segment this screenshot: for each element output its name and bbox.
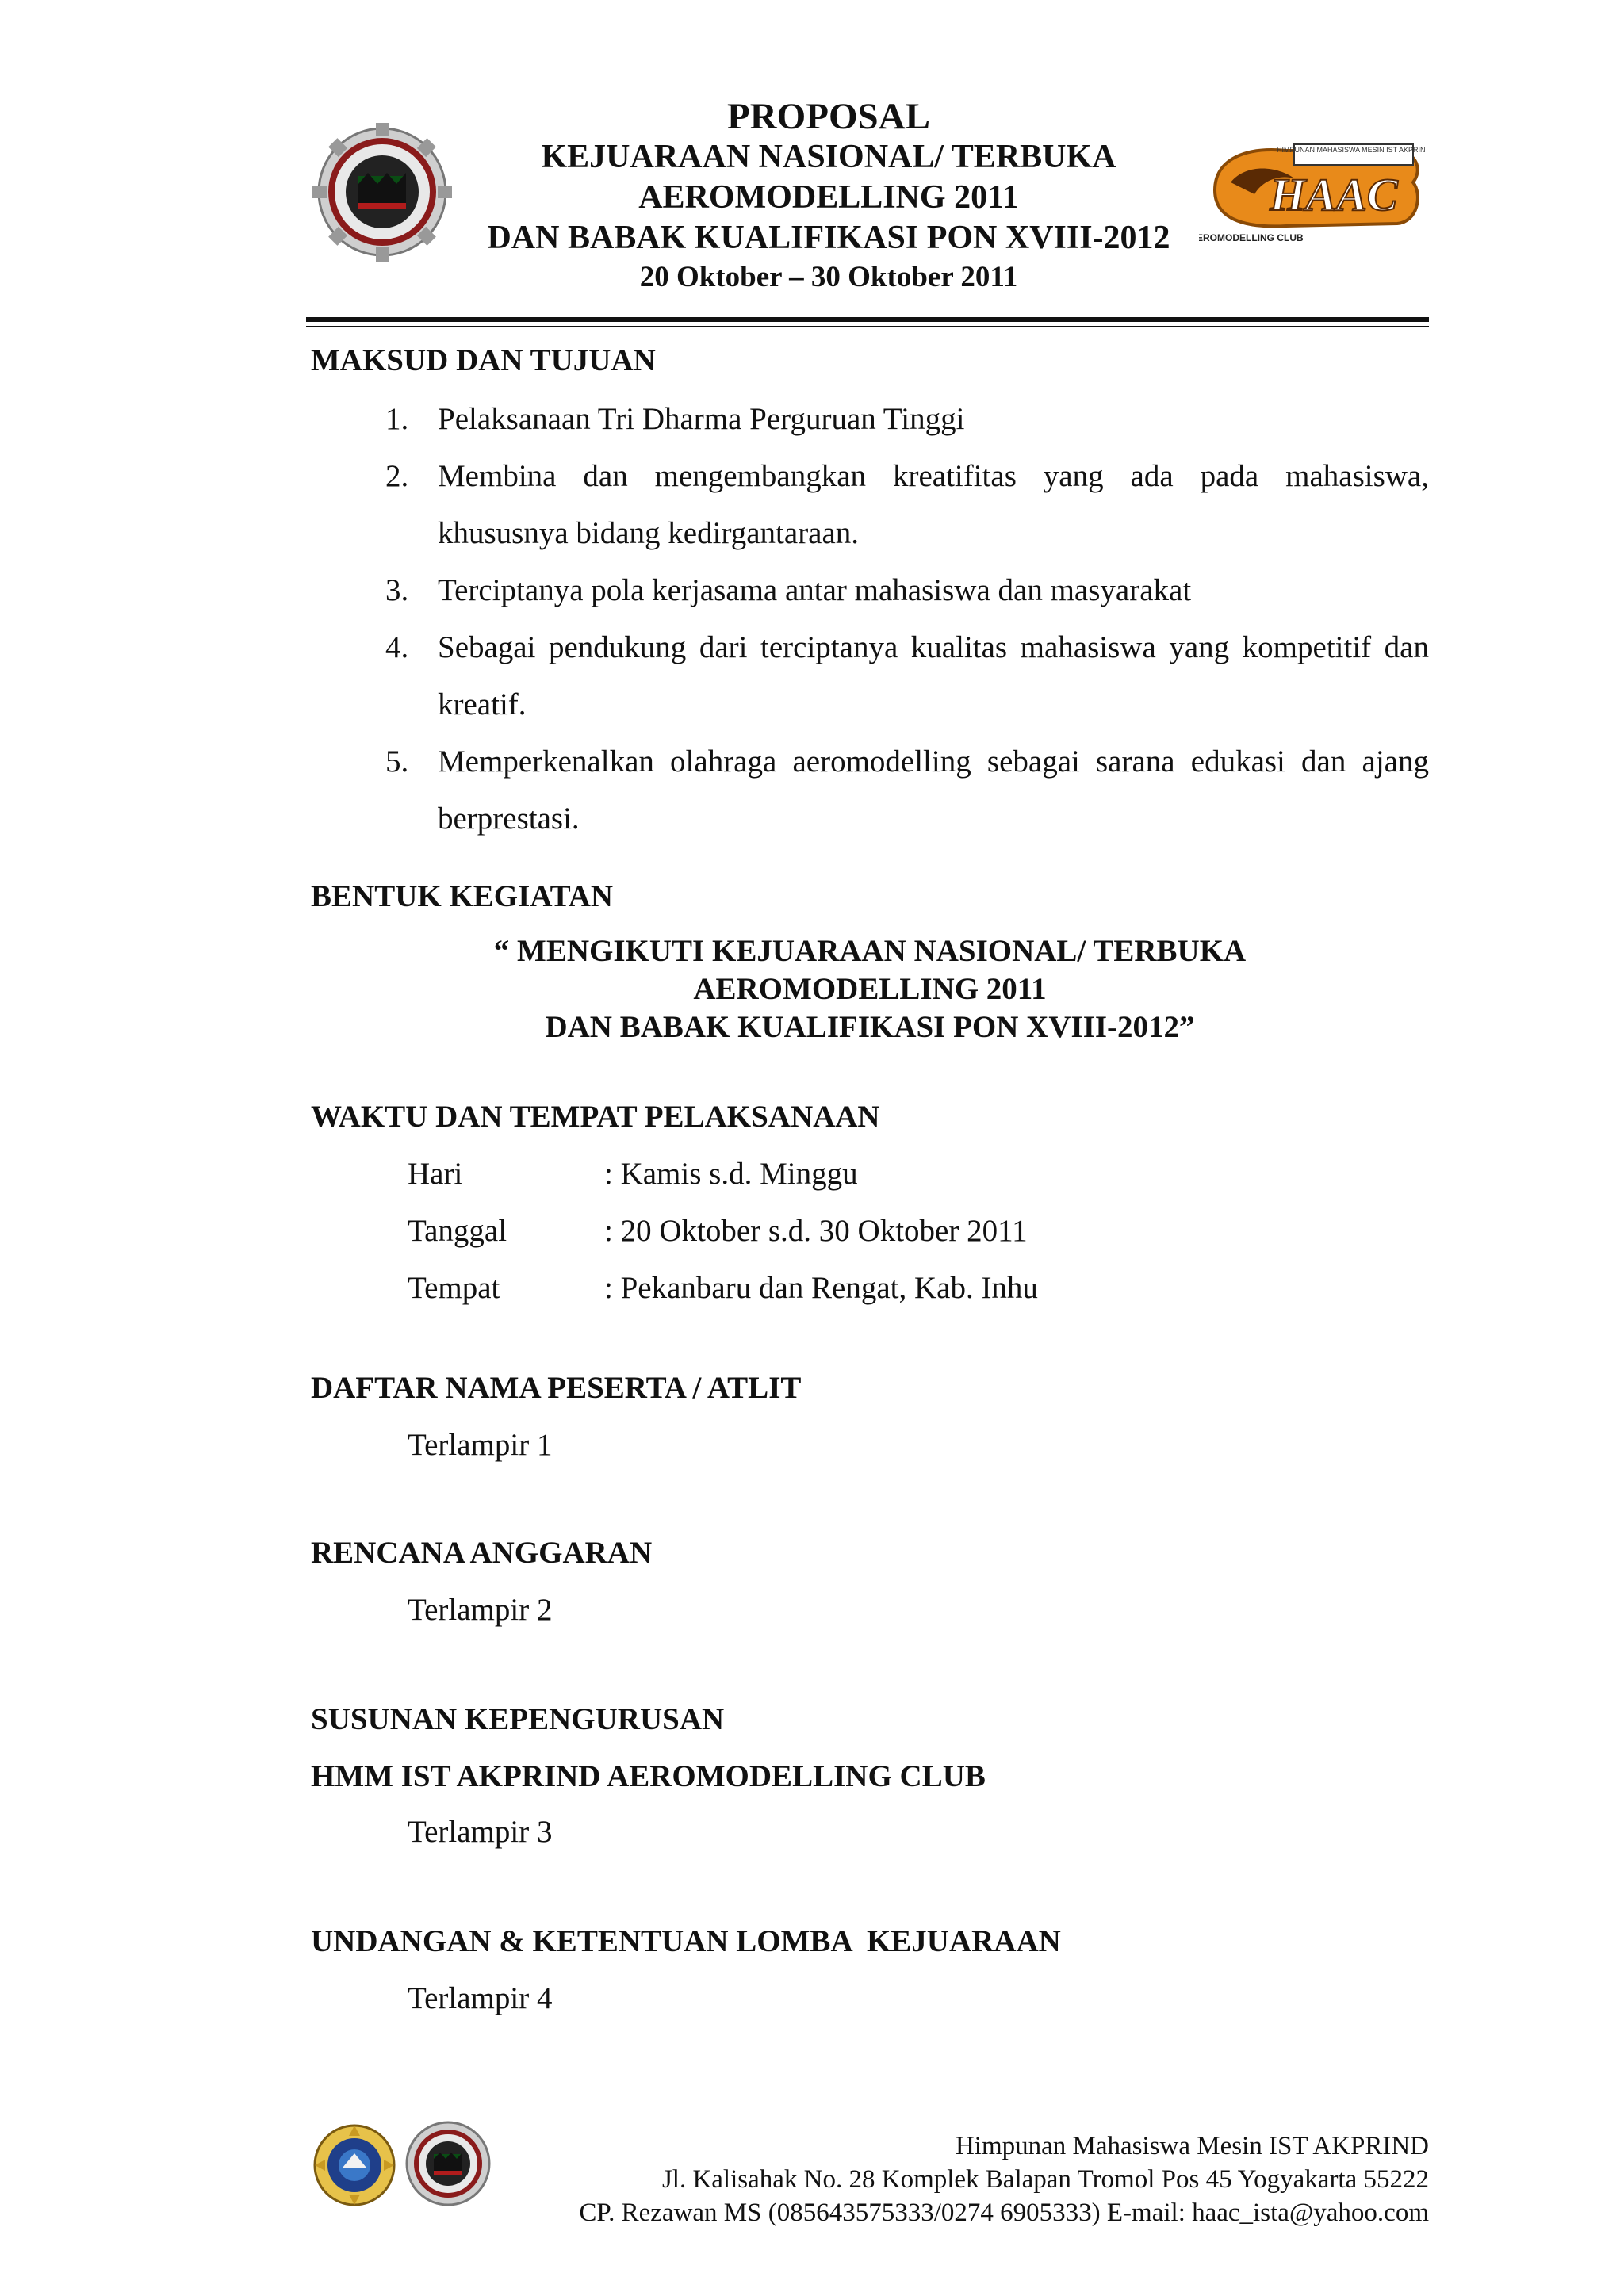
list-item: 2. Membina dan mengembangkan kreatifitas yang ada pada mahasiswa, khususnya bidang kedirgantaraan.	[385, 459, 1429, 550]
header-subtitle-1: KEJUARAAN NASIONAL/ TERBUKA	[541, 139, 1116, 175]
university-seal-icon	[311, 2122, 398, 2209]
footer-contact: CP. Rezawan MS (085643575333/0274 6905333) E-mail: haac_ista@yahoo.com	[579, 2198, 1429, 2227]
susunan-attachment: Terlampir 3	[408, 1815, 553, 1849]
document-header	[444, 97, 1213, 297]
section-heading-undangan: UNDANGAN & KETENTUAN LOMBA KEJUARAAN	[311, 1924, 1061, 1958]
header-divider	[306, 317, 1429, 322]
footer-address: Jl. Kalisahak No. 28 Komplek Balapan Tromol Pos 45 Yogyakarta 55222	[661, 2165, 1429, 2194]
document-page: PROPOSAL KEJUARAAN NASIONAL/ TERBUKA AEROMODELLING 2011 DAN BABAK KUALIFIKASI PON XVIII-2012 20 Oktober – 30 Oktober 2011 HIMPUNAN MAHASISWA MESIN IST AKPRIND HAAC AEROMODELLING CLUB MAKSUD DAN TUJUAN 1. Pelaksanaan Tri Dharma Perguruan Tinggi 2. Membina dan mengembangkan kreatifitas yang ada pada mahasiswa, khususnya bidang kedirgantaraan. 3. Terciptanya pola kerjasama antar mahasiswa dan masyarakat 4. Sebagai pendukung dari terciptanya kualitas mahasiswa yang kompetitif dan kreatif. 5. Memperkenalkan olahraga aeromodelling sebagai sarana edukasi dan ajang berprestasi. BENTUK KEGIATAN “ MENGIKUTI KEJUARAAN NASIONAL/ TERBUKA AEROMODELLING 2011 DAN BABAK KUALIFIKASI PON XVIII-2012” WAKTU DAN TEMPAT PELAKSANAAN Hari : Kamis s.d. Minggu Tanggal : 20 Oktober s.d. 30 Oktober 2011 Tempat : Pekanbaru dan Rengat, Kab. Inhu DAFTAR NAMA PESERTA / ATLIT Terlampir 1 RENCANA ANGGARAN Terlampir 2 SUSUNAN KEPENGURUSAN HMM IST AKPRIND AEROMODELLING CLUB Terlampir 3 UNDANGAN & KETENTUAN LOMBA KEJUARAAN Terlampir 4 Himpunan Mahasiswa Mesin IST AKPRIND Jl. Kalisahak No. 28 Komplek Balapan Tromol Pos 45 Yogyakarta 55222 CP. Rezawan MS (085643575333/0274 6905333) E-mail: haac_ista@yahoo.com	[0, 0, 1624, 2296]
gear-logo-icon	[311, 123, 454, 262]
section-heading-peserta: DAFTAR NAMA PESERTA / ATLIT	[311, 1371, 802, 1405]
list-item: 1. Pelaksanaan Tri Dharma Perguruan Tinggi	[385, 402, 965, 436]
header-subtitle-2: AEROMODELLING 2011	[638, 179, 1019, 216]
section-heading-susunan: SUSUNAN KEPENGURUSAN	[311, 1702, 725, 1736]
haac-logo-caption: AEROMODELLING CLUB	[1199, 232, 1304, 243]
section-heading-maksud: MAKSUD DAN TUJUAN	[311, 343, 656, 377]
header-date: 20 Oktober – 30 Oktober 2011	[639, 261, 1018, 293]
list-item: 3. Terciptanya pola kerjasama antar mahasiswa dan masyarakat	[385, 573, 1192, 607]
footer-org: Himpunan Mahasiswa Mesin IST AKPRIND	[955, 2132, 1429, 2160]
peserta-attachment: Terlampir 1	[408, 1428, 553, 1462]
header-divider-thin	[306, 326, 1429, 327]
header-subtitle-3: DAN BABAK KUALIFIKASI PON XVIII-2012	[487, 220, 1170, 256]
section-heading-club: HMM IST AKPRIND AEROMODELLING CLUB	[311, 1759, 986, 1793]
list-item: 5. Memperkenalkan olahraga aeromodelling sebagai sarana edukasi dan ajang berprestasi.	[385, 744, 1429, 836]
anggaran-attachment: Terlampir 2	[408, 1593, 553, 1627]
document-footer	[579, 2130, 1429, 2229]
maksud-list	[311, 391, 1429, 848]
header-title: PROPOSAL	[727, 96, 930, 137]
section-heading-anggaran: RENCANA ANGGARAN	[311, 1536, 653, 1570]
list-item: 4. Sebagai pendukung dari terciptanya kualitas mahasiswa yang kompetitif dan kreatif.	[385, 630, 1429, 721]
haac-logo-small-text: HIMPUNAN MAHASISWA MESIN IST AKPRIND	[1276, 146, 1425, 154]
section-heading-waktu: WAKTU DAN TEMPAT PELAKSANAAN	[311, 1100, 880, 1134]
undangan-attachment: Terlampir 4	[408, 1981, 553, 2015]
section-heading-bentuk: BENTUK KEGIATAN	[311, 879, 614, 913]
haac-logo-mark: HAAC	[1270, 169, 1398, 220]
bentuk-kegiatan-title: “ MENGIKUTI KEJUARAAN NASIONAL/ TERBUKA AEROMODELLING 2011 DAN BABAK KUALIFIKASI PON XVIII-2012”	[493, 934, 1247, 1044]
gear-logo-small-icon	[403, 2118, 493, 2209]
haac-logo-icon	[1199, 135, 1425, 246]
